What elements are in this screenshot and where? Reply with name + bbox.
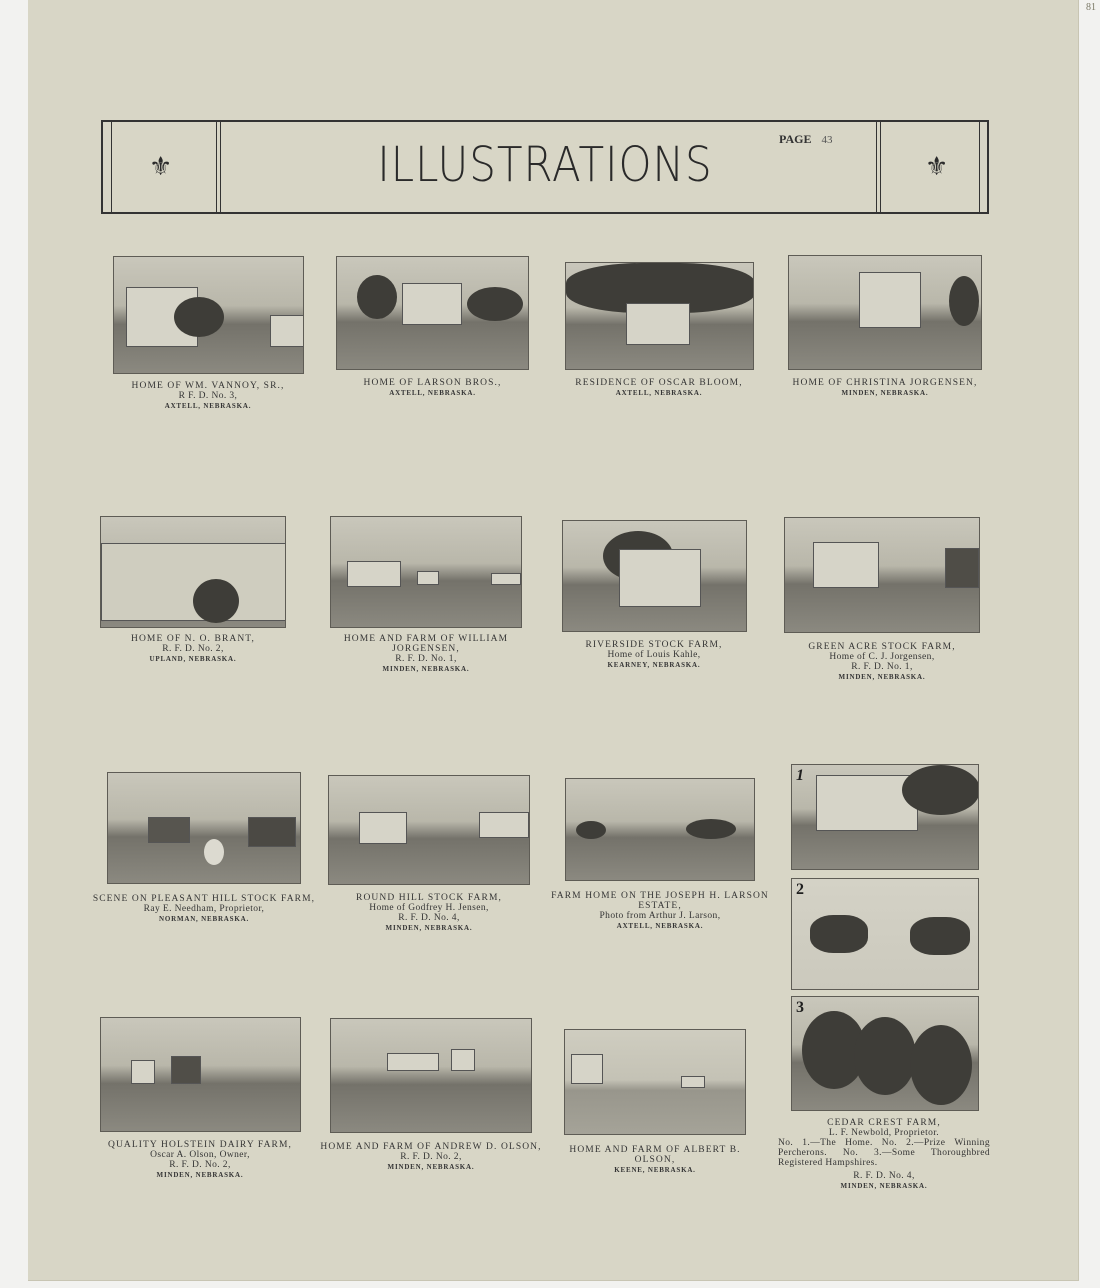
house-shape — [626, 303, 690, 345]
caption-brant: HOME OF N. O. BRANT, R. F. D. No. 2, UPLAND, NEBRASKA. — [131, 634, 255, 663]
cow-shape — [204, 839, 224, 865]
house-shape — [402, 283, 462, 325]
tree-shape — [576, 821, 606, 839]
barn-shape — [479, 812, 529, 838]
caption-green-acre: GREEN ACRE STOCK FARM, Home of C. J. Jorgensen, R. F. D. No. 1, MINDEN, NEBRASKA. — [808, 642, 956, 681]
caption-oscar-bloom: RESIDENCE OF OSCAR BLOOM, AXTELL, NEBRASKA. — [575, 378, 743, 397]
caption-cedar-crest: CEDAR CREST FARM, L. F. Newbold, Proprietor. No. 1.—The Home. No. 2.—Prize Winning Percherons. No. 3.—Some Thoroughbred Registered Hampshires. R. F. D. No. 4, MINDEN, NEBRASKA. — [778, 1118, 990, 1190]
house-shape — [859, 272, 921, 328]
tree-shape — [686, 819, 736, 839]
photo-albert-olson-farm — [564, 1029, 746, 1135]
photo-number-label: 3 — [796, 999, 804, 1016]
photo-cedar-crest-percherons — [791, 878, 979, 990]
shed-shape — [491, 573, 521, 585]
caption-william-jorgensen: HOME AND FARM OF WILLIAM JORGENSEN, R. F. D. No. 1, MINDEN, NEBRASKA. — [343, 634, 509, 673]
shed-shape — [681, 1076, 705, 1088]
photo-vannoy-home — [113, 256, 304, 374]
page-number: 43 — [821, 134, 833, 146]
photo-brant-home — [100, 516, 286, 628]
caption-vannoy: HOME OF WM. VANNOY, SR., R F. D. No. 3, AXTELL, NEBRASKA. — [131, 381, 285, 410]
fleur-de-lis-icon: ⚜ — [925, 152, 949, 182]
barn-shape — [270, 315, 304, 347]
caption-joseph-larson: FARM HOME ON THE JOSEPH H. LARSON ESTATE, Photo from Arthur J. Larson, AXTELL, NEBRASKA. — [551, 891, 769, 930]
horse-shape — [810, 915, 868, 953]
horse-shape — [910, 917, 970, 955]
page-number-label — [779, 132, 832, 147]
photo-christina-jorgensen-home — [788, 255, 982, 370]
photo-round-hill-stock-farm — [328, 775, 530, 885]
house-shape — [417, 571, 439, 585]
house-shape — [387, 1053, 439, 1071]
caption-andrew-olson: HOME AND FARM OF ANDREW D. OLSON, R. F. D. No. 2, MINDEN, NEBRASKA. — [320, 1142, 542, 1171]
photo-green-acre-stock-farm — [784, 517, 980, 633]
hog-shape — [854, 1017, 916, 1095]
caption-christina-jorgensen: HOME OF CHRISTINA JORGENSEN, MINDEN, NEBRASKA. — [792, 378, 978, 397]
house-shape — [619, 549, 701, 607]
illustrations-header-banner — [101, 120, 989, 214]
page-label: PAGE — [779, 132, 812, 146]
caption-riverside: RIVERSIDE STOCK FARM, Home of Louis Kahle, KEARNEY, NEBRASKA. — [585, 640, 723, 669]
tree-shape — [467, 287, 523, 321]
photo-cedar-crest-hampshires — [791, 996, 979, 1111]
barn-shape — [248, 817, 296, 847]
photo-william-jorgensen-farm — [330, 516, 522, 628]
shrub-shape — [193, 579, 239, 623]
barn-shape — [945, 548, 979, 588]
page-title: ILLUSTRATIONS — [377, 136, 713, 193]
house-shape — [101, 543, 286, 621]
hog-shape — [910, 1025, 972, 1105]
photo-number-label: 2 — [796, 881, 804, 898]
barn-shape — [171, 1056, 201, 1084]
photo-larson-bros-home — [336, 256, 529, 370]
house-shape — [359, 812, 407, 844]
photo-cedar-crest-home — [791, 764, 979, 870]
caption-round-hill: ROUND HILL STOCK FARM, Home of Godfrey H. Jensen, R. F. D. No. 4, MINDEN, NEBRASKA. — [356, 893, 502, 932]
tree-shape — [902, 765, 979, 815]
caption-albert-olson: HOME AND FARM OF ALBERT B. OLSON, KEENE, NEBRASKA. — [569, 1145, 741, 1174]
photo-quality-holstein-dairy-farm — [100, 1017, 301, 1132]
photo-joseph-larson-estate — [565, 778, 755, 881]
barn-shape — [148, 817, 190, 843]
photo-andrew-olson-farm — [330, 1018, 532, 1133]
page-corner-mark: 81 — [1086, 2, 1096, 13]
photo-number-label: 1 — [796, 767, 804, 784]
fleur-de-lis-icon: ⚜ — [149, 152, 173, 182]
caption-larson-bros: HOME OF LARSON BROS., AXTELL, NEBRASKA. — [363, 378, 502, 397]
tree-shape — [949, 276, 979, 326]
house-shape — [131, 1060, 155, 1084]
house-shape — [571, 1054, 603, 1084]
photo-oscar-bloom-residence — [565, 262, 754, 370]
photo-riverside-stock-farm — [562, 520, 747, 632]
caption-pleasant-hill: SCENE ON PLEASANT HILL STOCK FARM, Ray E. Needham, Proprietor, NORMAN, NEBRASKA. — [92, 894, 316, 923]
caption-quality-holstein: QUALITY HOLSTEIN DAIRY FARM, Oscar A. Olson, Owner, R. F. D. No. 2, MINDEN, NEBRASKA. — [107, 1140, 293, 1179]
tree-shape — [174, 297, 224, 337]
tree-shape — [357, 275, 397, 319]
barn-shape — [347, 561, 401, 587]
house-shape — [813, 542, 879, 588]
barn-shape — [451, 1049, 475, 1071]
photo-pleasant-hill-stock-farm — [107, 772, 301, 884]
